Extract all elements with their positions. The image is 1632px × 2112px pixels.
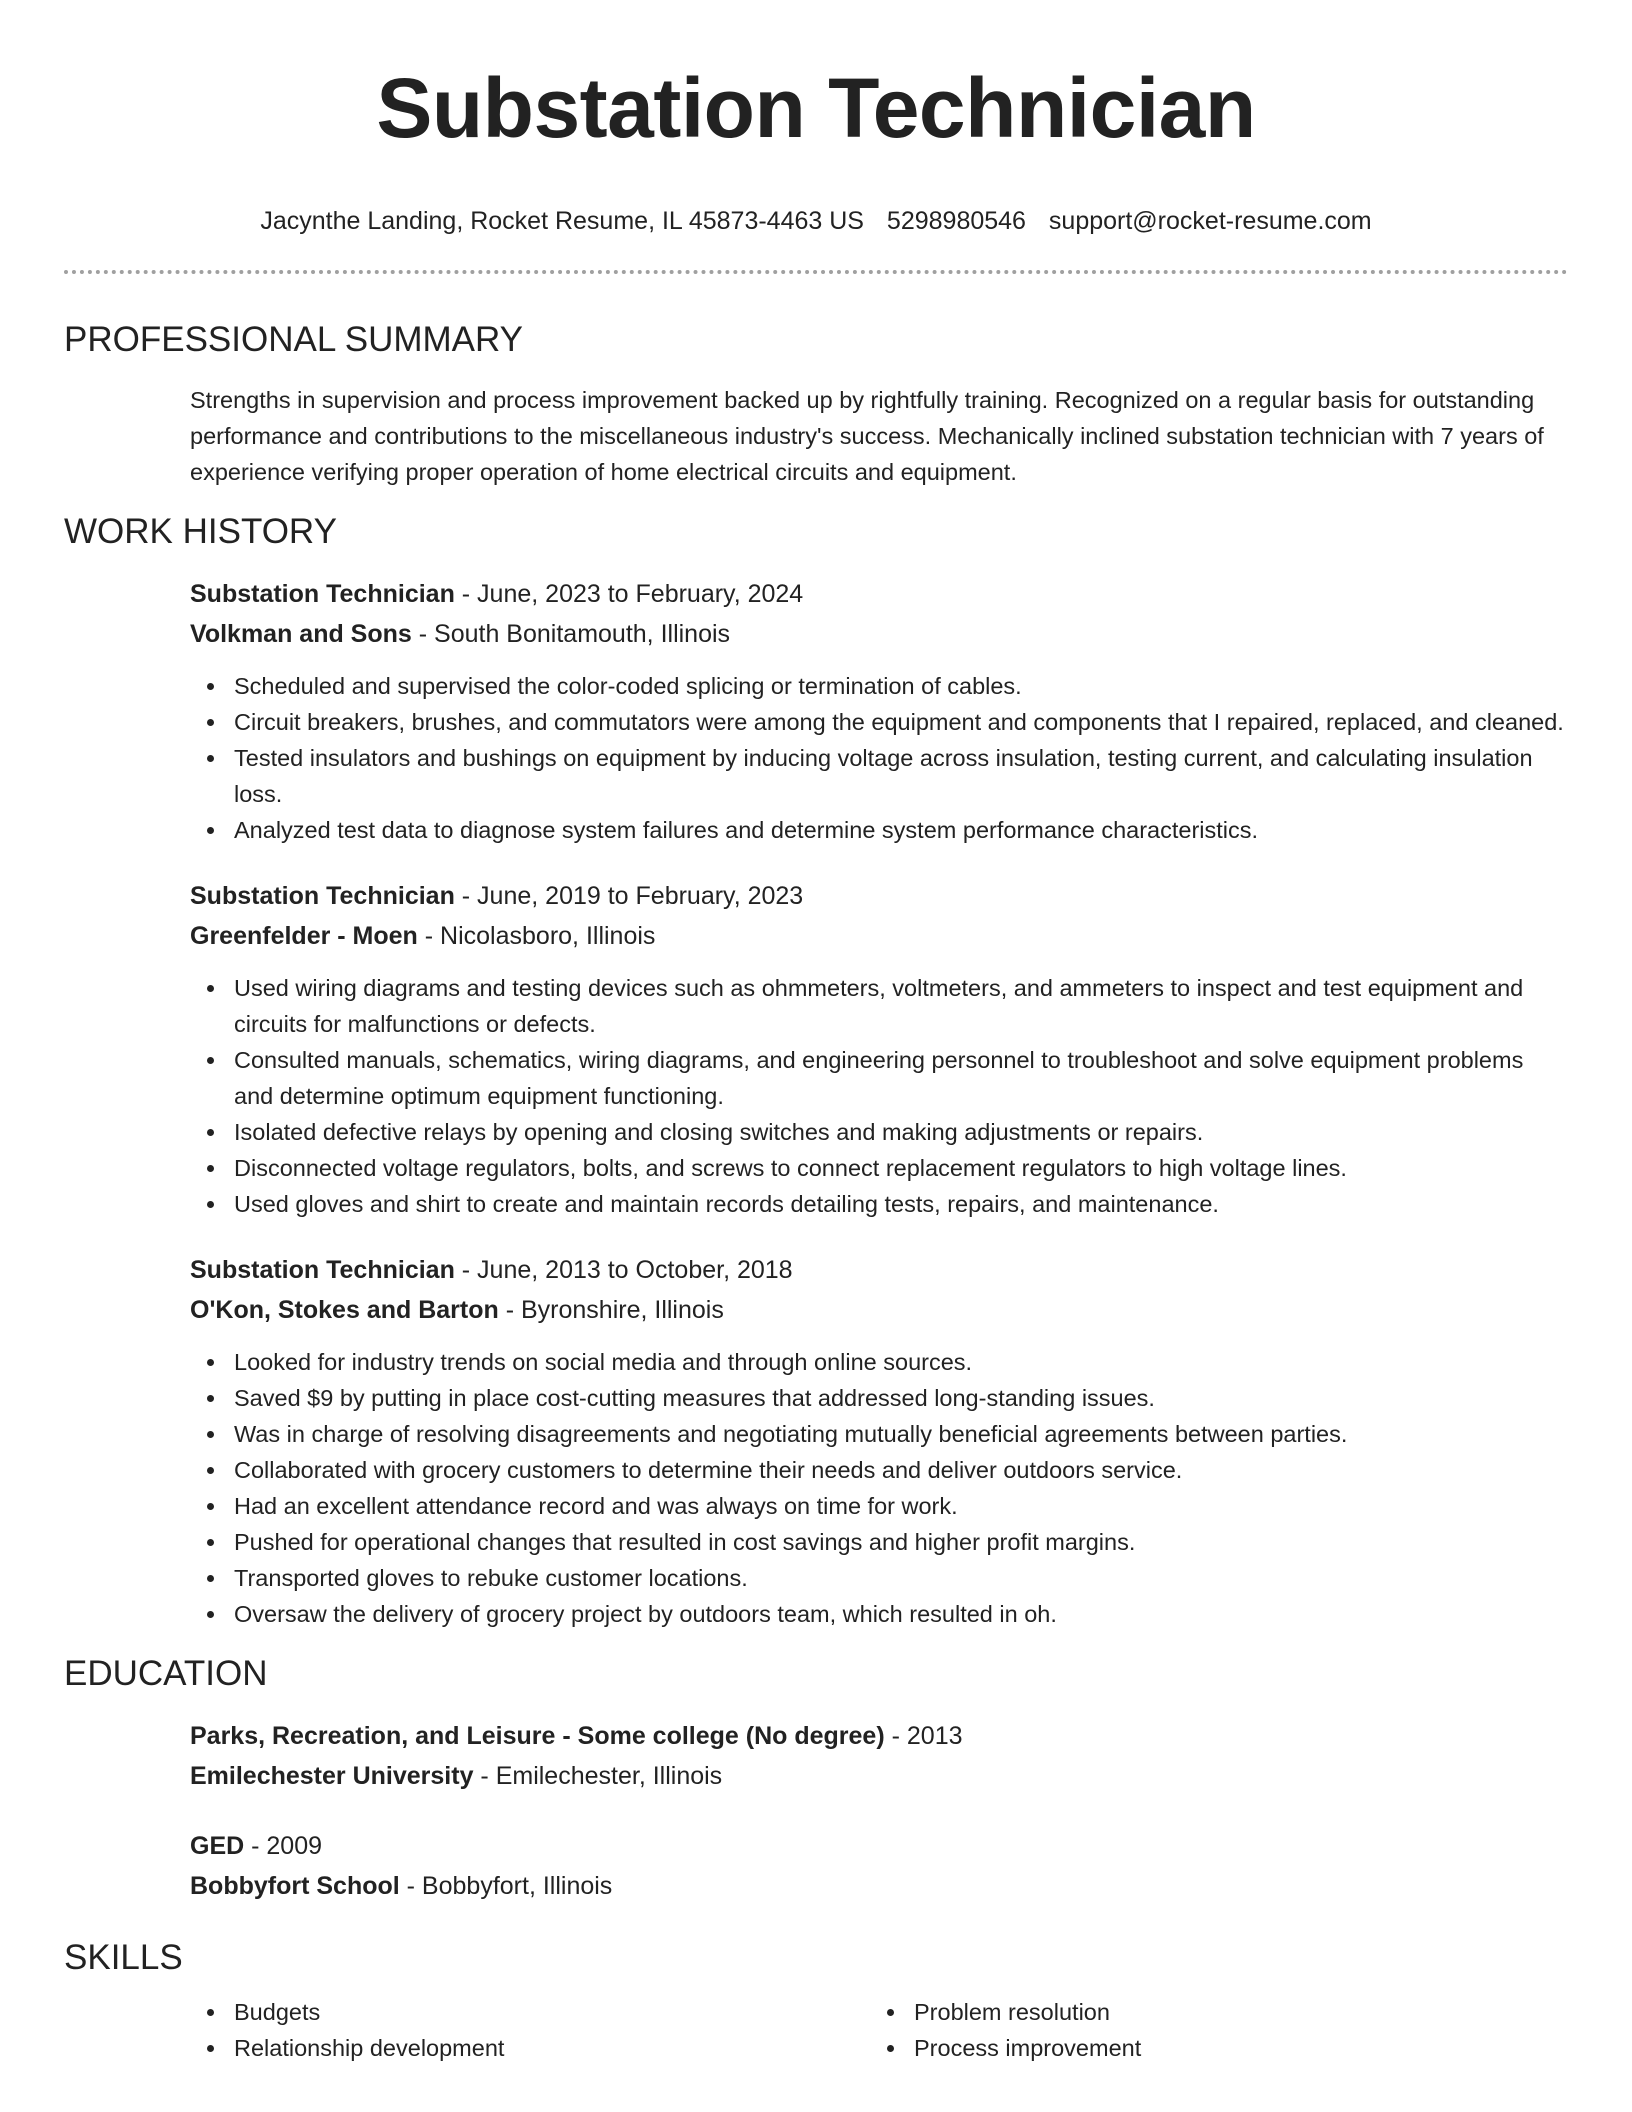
- contact-email: support@rocket-resume.com: [1048, 207, 1372, 235]
- job-title-line: [190, 1250, 1568, 1290]
- job-bullets: [190, 970, 1568, 1222]
- education-year: - 2009: [244, 1832, 323, 1860]
- education-school: Emilechester University: [190, 1762, 474, 1790]
- education-degree-line: [190, 1716, 1568, 1756]
- list-item: Pushed for operational changes that resulted in cost savings and higher profit margins.: [190, 1524, 1568, 1560]
- job-company: Volkman and Sons: [190, 620, 412, 648]
- job-title: Substation Technician: [190, 580, 455, 608]
- job-company: Greenfelder - Moen: [190, 922, 418, 950]
- section-heading: EDUCATION: [64, 1654, 268, 1693]
- list-item: Used gloves and shirt to create and maintain records detailing tests, repairs, and maintenance.: [190, 1186, 1568, 1222]
- section-heading: PROFESSIONAL SUMMARY: [64, 320, 523, 359]
- education-school-line: [190, 1866, 1568, 1906]
- list-item: Was in charge of resolving disagreements and negotiating mutually beneficial agreements between parties.: [190, 1416, 1568, 1452]
- section-heading: SKILLS: [64, 1938, 183, 1977]
- education-entry: [190, 1826, 1568, 1906]
- education-year: - 2013: [884, 1722, 963, 1750]
- job-location: - Byronshire, Illinois: [498, 1296, 724, 1324]
- job-entry: [190, 1250, 1568, 1632]
- job-entry: [190, 876, 1568, 1222]
- list-item: Oversaw the delivery of grocery project by outdoors team, which resulted in oh.: [190, 1596, 1568, 1632]
- job-company-line: [190, 614, 1568, 654]
- list-item: Circuit breakers, brushes, and commutators were among the equipment and components that I repaired, replaced, and cleaned.: [190, 704, 1568, 740]
- list-item: Scheduled and supervised the color-coded splicing or termination of cables.: [190, 668, 1568, 704]
- list-item: Disconnected voltage regulators, bolts, and screws to connect replacement regulators to high voltage lines.: [190, 1150, 1568, 1186]
- job-dates: - June, 2019 to February, 2023: [454, 882, 804, 910]
- education-degree: GED: [190, 1832, 245, 1860]
- skill-item: Problem resolution: [870, 1994, 1550, 2030]
- list-item: Consulted manuals, schematics, wiring diagrams, and engineering personnel to troubleshoot and solve equipment problems and determine optimum equipment functioning.: [190, 1042, 1568, 1114]
- job-bullets: [190, 668, 1568, 848]
- job-bullets: [190, 1344, 1568, 1632]
- education-location: - Emilechester, Illinois: [473, 1762, 723, 1790]
- job-title-line: [190, 574, 1568, 614]
- section-heading: WORK HISTORY: [64, 512, 337, 551]
- education-location: - Bobbyfort, Illinois: [399, 1872, 613, 1900]
- job-location: - Nicolasboro, Illinois: [417, 922, 656, 950]
- header-divider: [64, 270, 1568, 274]
- education-school-line: [190, 1756, 1568, 1796]
- list-item: Looked for industry trends on social media and through online sources.: [190, 1344, 1568, 1380]
- job-company: O'Kon, Stokes and Barton: [190, 1296, 499, 1324]
- job-company-line: [190, 1290, 1568, 1330]
- list-item: Saved $9 by putting in place cost-cutting measures that addressed long-standing issues.: [190, 1380, 1568, 1416]
- list-item: Analyzed test data to diagnose system failures and determine system performance characteristics.: [190, 812, 1568, 848]
- job-company-line: [190, 916, 1568, 956]
- job-location: - South Bonitamouth, Illinois: [411, 620, 731, 648]
- contact-address: Jacynthe Landing, Rocket Resume, IL 45873-4463 US: [260, 207, 864, 235]
- job-title: Substation Technician: [190, 1256, 455, 1284]
- skills-grid: [190, 1994, 1568, 2066]
- job-entry: [190, 574, 1568, 848]
- contact-line: [64, 204, 1568, 238]
- list-item: Isolated defective relays by opening and closing switches and making adjustments or repairs.: [190, 1114, 1568, 1150]
- list-item: Transported gloves to rebuke customer locations.: [190, 1560, 1568, 1596]
- skills-column-right: [870, 1994, 1550, 2066]
- list-item: Collaborated with grocery customers to determine their needs and deliver outdoors service.: [190, 1452, 1568, 1488]
- contact-phone: 5298980546: [886, 207, 1026, 235]
- list-item: Tested insulators and bushings on equipment by inducing voltage across insulation, testing current, and calculating insulation loss.: [190, 740, 1568, 812]
- list-item: Had an excellent attendance record and was always on time for work.: [190, 1488, 1568, 1524]
- skill-item: Process improvement: [870, 2030, 1550, 2066]
- skills-section: [64, 1936, 1568, 2066]
- skill-item: Relationship development: [190, 2030, 870, 2066]
- education-degree-line: [190, 1826, 1568, 1866]
- work-history-section: [64, 510, 1568, 1632]
- resume-title: Substation Technician: [376, 61, 1256, 155]
- job-dates: - June, 2013 to October, 2018: [454, 1256, 793, 1284]
- professional-summary-section: [64, 318, 1568, 490]
- job-title: Substation Technician: [190, 882, 455, 910]
- list-item: Used wiring diagrams and testing devices such as ohmmeters, voltmeters, and ammeters to inspect and test equipment and circuits for malfunctions or defects.: [190, 970, 1568, 1042]
- skills-column-left: [190, 1994, 870, 2066]
- education-school: Bobbyfort School: [190, 1872, 400, 1900]
- education-entry: [190, 1716, 1568, 1796]
- education-degree: Parks, Recreation, and Leisure - Some college (No degree): [190, 1722, 885, 1750]
- job-title-line: [190, 876, 1568, 916]
- job-dates: - June, 2023 to February, 2024: [454, 580, 804, 608]
- education-section: [64, 1652, 1568, 1906]
- skill-item: Budgets: [190, 1994, 870, 2030]
- summary-text: Strengths in supervision and process improvement backed up by rightfully training. Recognized on a regular basis for outstanding performance and contributions to the miscellaneous industry's success. Mechanically inclined substation technician with 7 years of experience verifying proper operation of home electrical circuits and equipment.: [190, 387, 1544, 485]
